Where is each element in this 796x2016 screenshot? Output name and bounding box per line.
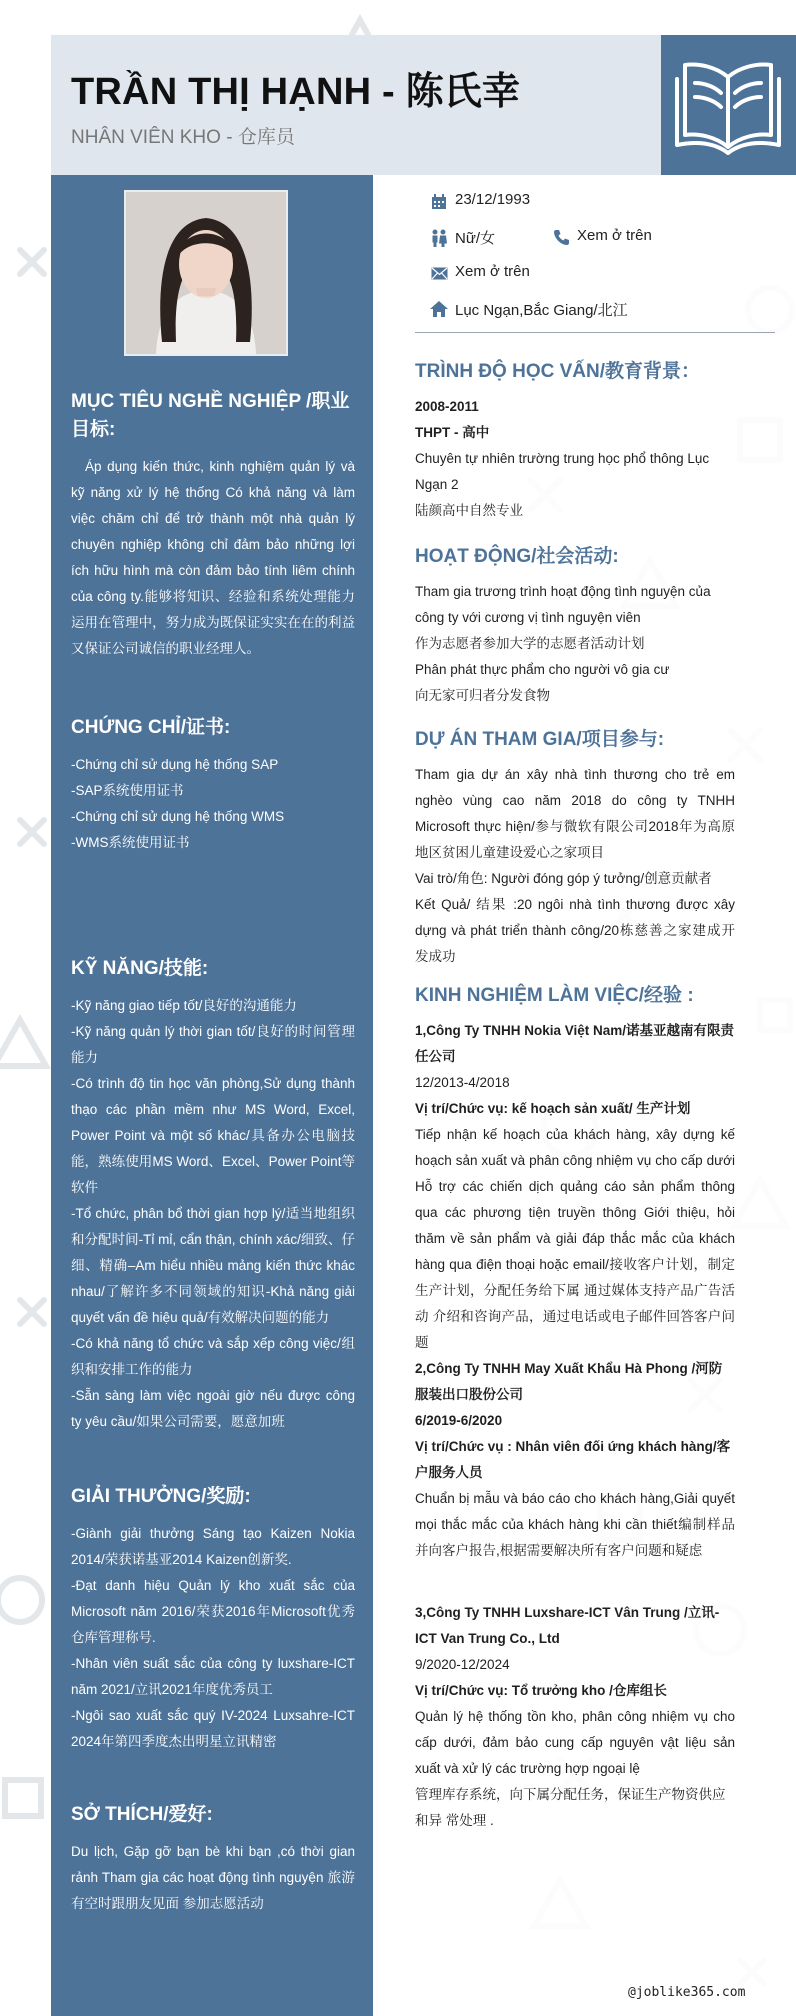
certificates-section [71,714,355,856]
job-company: 3,Công Ty TNHH Luxshare-ICT Vân Trung /立讯-ICT Van Trung Co., Ltd [415,1605,720,1646]
skill-item: -Sẵn sàng làm việc ngoài giờ nếu được công ty yêu cầu/如果公司需要，愿意加班 [71,1388,355,1429]
job-position: Vị trí/Chức vụ: kế hoạch sản xuất/ 生产计划 [415,1101,691,1116]
job-company: 2,Công Ty TNHH May Xuất Khẩu Hà Phong /河防服装出口股份公司 [415,1361,723,1402]
open-book-icon [661,35,796,175]
certificate-item: -Chứng chỉ sử dụng hệ thống WMS [71,809,285,824]
envelope-icon [431,267,448,280]
job-description: Chuẩn bị mẫu và báo cáo cho khách hàng,Giải quyết mọi thắc mắc của khách hàng khi cần thiết编制样品并向客户报告,根据需要解决所有客户问题和疑虑 [415,1491,735,1558]
certificates-heading: CHỨNG CHỈ/证书: [71,717,231,738]
job-title-vi: NHÂN VIÊN KHO [71,127,221,148]
awards-heading: GIẢI THƯỞNG/奖励: [71,1486,251,1507]
award-item: -Giành giải thưởng Sáng tạo Kaizen Nokia 2014/荣获诺基亚2014 Kaizen创新奖. [71,1526,355,1567]
phone: Xem ở trên [577,227,652,244]
calendar-icon [431,194,447,210]
education-school: Chuyên tự nhiên trường trung học phổ thông Lục Ngạn 2 [415,451,710,492]
gender: Nữ/女 [455,230,496,247]
project-description: Tham gia dự án xây nhà tình thương cho trẻ em nghèo vùng cao năm 2018 do công ty TNHH Microsoft thực hiện/参与微软有限公司2018年为高原地区贫困儿童建设爱心之家项目 [415,767,735,860]
skill-item: -Có trình độ tin học văn phòng,Sử dụng thành thạo các phần mềm như MS Word, Excel, Power Point và một số khác/具备办公电脑技能，熟练使用MS Word、Excel、Power Point等软件 [71,1076,355,1195]
skill-item: -Kỹ năng quản lý thời gian tốt/良好的时间管理能力 [71,1024,355,1065]
people-icon [431,229,447,247]
projects-heading: DỰ ÁN THAM GIA/项目参与: [415,729,665,750]
activities-heading: HOẠT ĐỘNG/社会活动: [415,546,619,567]
candidate-name: TRẦN THỊ HẠNH - 陈氏幸 [71,71,521,113]
education-period: 2008-2011 [415,399,479,414]
skills-section [71,955,355,1435]
job-title [71,122,295,149]
skill-item: -Kỹ năng giao tiếp tốt/良好的沟通能力 [71,998,297,1013]
skills-heading: KỸ NĂNG/技能: [71,958,209,979]
job-description-zh: 管理库存系统，向下属分配任务，保证生产物资供应和异 常处理 . [415,1787,726,1828]
certificate-item: -Chứng chỉ sử dụng hệ thống SAP [71,757,279,772]
job-company: 1,Công Ty TNHH Nokia Việt Nam/诺基亚越南有限责任公司 [415,1023,735,1064]
activities-section [415,543,735,709]
profile-photo [124,190,288,356]
skill-item: -Tổ chức, phân bổ thời gian hợp lý/适当地组织和分配时间-Tỉ mỉ, cẩn thận, chính xác/细致、仔细、精确–Am hiểu nhiều mảng kiến thức khác nhau/了解许多不同领域的知识-Khả năng giải quyết vấn đề hiệu quả/有效解决问题的能力 [71,1206,355,1325]
experience-section [415,982,735,1834]
job-period: 9/2020-12/2024 [415,1657,510,1672]
activity-line: Tham gia trương trình hoạt động tình nguyện của công ty với cương vị tình nguyện viên [415,584,711,625]
birthday: 23/12/1993 [455,191,531,208]
projects-section [415,726,735,970]
book-badge [661,35,796,175]
career-objective-section [71,388,355,662]
certificate-item: -WMS系统使用证书 [71,835,190,850]
hobbies-section [71,1801,355,1917]
award-item: -Đạt danh hiệu Quản lý kho xuất sắc của Microsoft năm 2016/荣获2016年Microsoft优秀仓库管理称号. [71,1578,355,1645]
activity-line: 作为志愿者参加大学的志愿者活动计划 [415,636,645,651]
activity-line: Phân phát thực phẩm cho người vô gia cư [415,662,670,677]
education-section [415,358,735,524]
contact-divider [415,332,775,333]
career-objective-text: Áp dụng kiến thức, kinh nghiệm quản lý và kỹ năng xử lý hệ thống Có khả năng và làm việc chăm chỉ để trở thành một nhà quản lý chuyên nghiệp không chỉ đảm bảo những lợi ích hữu hình mà còn đảm bảo tính liêm chính của công ty.能够将知识、经验和系统处理能力运用在管理中，努力成为既保证实实在在的利益又保证公司诚信的职业经理人。 [71,459,355,656]
job-description: Quản lý hệ thống tồn kho, phân công nhiệm vụ cho cấp dưới, đảm bảo cung cấp nguyên vật liệu sản xuất và xử lý các trường hợp ngoại lệ [415,1709,735,1776]
education-level: THPT - 高中 [415,425,490,440]
hobbies-text: Du lịch, Gặp gỡ bạn bè khi bạn ,có thời gian rảnh Tham gia các hoạt động tình nguyện 旅游 有空时跟朋友见面 参加志愿活动 [71,1844,355,1911]
hobbies-heading: SỞ THÍCH/爱好: [71,1804,213,1825]
job-period: 12/2013-4/2018 [415,1075,510,1090]
job-position: Vị trí/Chức vụ: Tổ trưởng kho /仓库组长 [415,1683,667,1698]
home-icon [430,301,448,317]
award-item: -Ngôi sao xuất sắc quý IV-2024 Luxsahre-ICT 2024年第四季度杰出明星立讯精密 [71,1708,355,1749]
job-title-zh: 仓库员 [237,127,295,148]
job-title-separator: - [220,127,238,148]
education-school-zh: 陆颜高中自然专业 [415,503,523,518]
skill-item: -Có khả năng tổ chức và sắp xếp công việc/组织和安排工作的能力 [71,1336,355,1377]
award-item: -Nhân viên suất sắc của công ty luxshare-ICT năm 2021/立讯2021年度优秀员工 [71,1656,355,1697]
address: Lục Ngạn,Bắc Giang/北江 [455,302,628,319]
project-role: Vai trò/角色: Người đóng góp ý tưởng/创意贡献者 [415,871,712,886]
career-objective-heading: MỤC TIÊU NGHỀ NGHIỆP /职业目标: [71,391,350,440]
certificate-item: -SAP系统使用证书 [71,783,184,798]
project-result: Kết Quả/ 结果 :20 ngôi nhà tình thương được xây dựng và phát triển thành công/20栋慈善之家建成开发成功 [415,897,735,964]
job-description: Tiếp nhận kế hoạch của khách hàng, xây dựng kế hoạch sản xuất và phân công nhiệm vụ cho cấp dưới Hỗ trợ các chiến dịch quảng cáo sản phẩm thông qua các phương tiện truyền thông Giới thiệu, hỏi thăm về sản phẩm và giải đáp thắc mắc của khách hàng qua điện thoại hoặc email/接收客户计划，制定生产计划，分配任务给下属 通过媒体支持产品广告活动 介绍和咨询产品，通过电话或电子邮件回答客户问题 [415,1127,735,1350]
footer-site: @joblike365.com [628,1985,746,2000]
experience-heading: KINH NGHIỆM LÀM VIỆC/经验 : [415,985,694,1006]
job-period: 6/2019-6/2020 [415,1413,503,1428]
awards-section [71,1483,355,1755]
education-heading: TRÌNH ĐỘ HỌC VẤN/教育背景： [415,361,701,382]
activity-line: 向无家可归者分发食物 [415,688,550,703]
phone-icon [553,229,570,246]
job-position: Vị trí/Chức vụ : Nhân viên đối ứng khách hàng/客户服务人员 [415,1439,731,1480]
email: Xem ở trên [455,263,530,280]
